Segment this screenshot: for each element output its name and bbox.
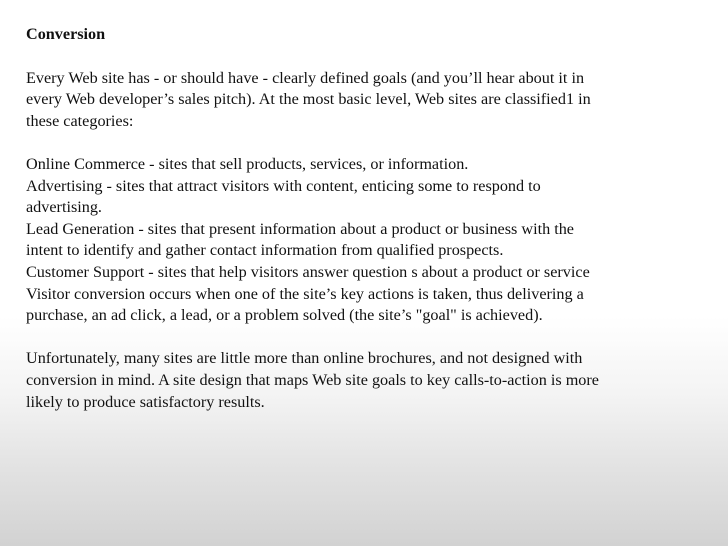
category-line: Customer Support - sites that help visitors answer question s about a product or service (26, 262, 590, 281)
category-line: intent to identify and gather contact information from qualified prospects. (26, 241, 504, 260)
document-heading: Conversion (26, 25, 106, 43)
paragraph-gap (26, 132, 702, 154)
closing-line: likely to produce satisfactory results. (26, 392, 265, 411)
closing-line: Unfortunately, many sites are little more than online brochures, and not designed with (26, 349, 583, 368)
paragraph-gap (26, 327, 702, 349)
intro-line: every Web developer’s sales pitch). At the most basic level, Web sites are classified1 in (26, 90, 591, 109)
category-line: Advertising - sites that attract visitors with content, enticing some to respond to (26, 176, 541, 195)
intro-line: these categories: (26, 111, 134, 130)
category-line: purchase, an ad click, a lead, or a problem solved (the site’s "goal" is achieved). (26, 306, 543, 325)
intro-paragraph (26, 68, 702, 133)
categories-paragraph (26, 154, 702, 327)
category-line: Online Commerce - sites that sell products, services, or information. (26, 154, 469, 173)
closing-line: conversion in mind. A site design that maps Web site goals to key calls-to-action is more (26, 370, 599, 389)
intro-line: Every Web site has - or should have - clearly defined goals (and you’ll hear about it in (26, 68, 585, 87)
category-line: Lead Generation - sites that present information about a product or business with the (26, 219, 574, 238)
category-line: advertising. (26, 198, 102, 217)
closing-paragraph (26, 348, 702, 413)
paragraph-gap (26, 46, 702, 68)
category-line: Visitor conversion occurs when one of the site’s key actions is taken, thus delivering a (26, 284, 584, 303)
